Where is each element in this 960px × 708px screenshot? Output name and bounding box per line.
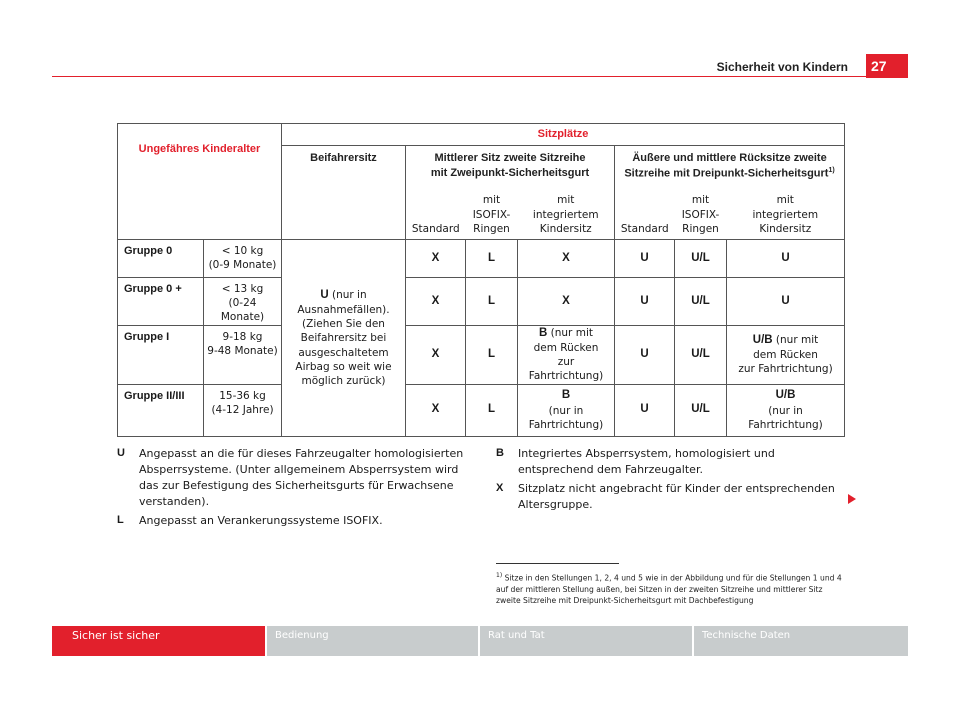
weight-age: 9-18 kg 9-48 Monate)	[204, 325, 282, 384]
cell-middle-standard: X	[406, 240, 466, 278]
weight-age: 15-36 kg (4-12 Jahre)	[204, 384, 282, 436]
cell-outer-isofix: U/L	[675, 278, 727, 326]
footnote-ref: 1)	[828, 166, 835, 174]
cell-middle-isofix: L	[466, 278, 518, 326]
cell-outer-standard: U	[615, 384, 675, 436]
footer-tab-technische-daten[interactable]: Technische Daten	[694, 626, 908, 656]
sub-integrated-outer: mit integriertem Kindersitz	[727, 182, 845, 240]
group-label: Gruppe II/III	[118, 384, 204, 436]
cell-middle-integrated: B (nur mit dem Rücken zur Fahrtrichtung)	[518, 325, 615, 384]
legend-item-b: B Integriertes Absperrsystem, homologisiert und entsprechend dem Fahrzeugalter.	[496, 447, 775, 476]
cell-middle-integrated: X	[518, 240, 615, 278]
cell-outer-isofix: U/L	[675, 325, 727, 384]
cell-middle-standard: X	[406, 325, 466, 384]
header-middle-line2: mit Zweipunkt-Sicherheitsgurt	[430, 166, 590, 179]
cell-outer-standard: U	[615, 240, 675, 278]
child-seat-table	[117, 123, 845, 437]
table-row	[118, 325, 845, 384]
sub-isofix-middle: mit ISOFIX- Ringen	[466, 182, 518, 240]
cell-outer-integrated: U	[727, 240, 845, 278]
footnote-rule	[496, 563, 619, 564]
cell-middle-isofix: L	[466, 240, 518, 278]
sub-integrated-middle: mit integriertem Kindersitz	[518, 182, 615, 240]
legend-left	[117, 446, 472, 532]
sub-standard-outer: Standard	[615, 182, 675, 240]
header-seats: Sitzplätze	[282, 124, 845, 146]
header-child-age: Ungefähres Kinderalter	[118, 124, 282, 240]
group-label: Gruppe I	[118, 325, 204, 384]
header-outer-line1: Äußere und mittlere Rücksitze zweite	[632, 152, 827, 164]
footer-tab-bedienung[interactable]: Bedienung	[267, 626, 478, 656]
cell-outer-standard: U	[615, 278, 675, 326]
header-rule	[52, 76, 866, 77]
weight-age: < 10 kg (0-9 Monate)	[204, 240, 282, 278]
page-number: 27	[866, 54, 908, 78]
footer-nav	[52, 626, 908, 656]
weight-age: < 13 kg (0-24 Monate)	[204, 278, 282, 326]
header-front-seat: Beifahrersitz	[282, 146, 406, 182]
table-row	[118, 278, 845, 326]
sub-standard-middle: Standard	[406, 182, 466, 240]
cell-outer-isofix: U/L	[675, 240, 727, 278]
group-label: Gruppe 0	[118, 240, 204, 278]
legend-item-x: X Sitzplatz nicht angebracht für Kinder der entsprechenden Altersgruppe.	[496, 481, 835, 511]
page-section-title: Sicherheit von Kindern	[716, 60, 848, 74]
sub-isofix-outer: mit ISOFIX- Ringen	[675, 182, 727, 240]
table-row	[118, 240, 845, 278]
cell-middle-standard: X	[406, 384, 466, 436]
cell-middle-isofix: L	[466, 325, 518, 384]
legend-item-u: U Angepasst an die für dieses Fahrzeugalter homologisierten Absperrsysteme. (Unter allgemeinem Absperrsystem wird das zur Befestigung des Sicherheitsgurts für Erwachsene verstanden).	[117, 447, 464, 508]
table-row	[118, 384, 845, 436]
header-outer-line2: Sitzreihe mit Dreipunkt-Sicherheitsgurt$^{1)}$	[624, 166, 835, 180]
front-seat-note: U (nur in Ausnahmefällen). (Ziehen Sie den Beifahrersitz bei ausgeschaltetem Airbag so weit wie möglich zurück)	[282, 240, 406, 437]
group-label: Gruppe 0 +	[118, 278, 204, 326]
cell-outer-integrated: U/B (nur mit dem Rücken zur Fahrtrichtung)	[727, 325, 845, 384]
cell-middle-isofix: L	[466, 384, 518, 436]
front-sub-empty	[282, 182, 406, 240]
header-middle-line1: Mittlerer Sitz zweite Sitzreihe	[434, 152, 586, 164]
footnote: $^{1)}$ Sitze in den Stellungen 1, 2, 4 und 5 wie in der Abbildung und für die Stellungen 1 und 4 auf der mittleren Stellung außen, bei Sitzen in der zweiten Sitzreihe und mittlerer Sitz zweite Sitzreihe mit Dreipunkt-Sicherheitsgurt mit Dachbefestigung	[496, 572, 842, 605]
cell-outer-integrated: U	[727, 278, 845, 326]
cell-middle-integrated: B (nur in Fahrtrichtung)	[518, 384, 615, 436]
cell-outer-integrated: U/B (nur in Fahrtrichtung)	[727, 384, 845, 436]
cell-outer-standard: U	[615, 325, 675, 384]
legend-right	[496, 446, 841, 516]
cell-middle-integrated: X	[518, 278, 615, 326]
header-outer-seats	[615, 146, 845, 182]
footer-tab-rat-und-tat[interactable]: Rat und Tat	[480, 626, 692, 656]
footer-tab-sicher-ist-sicher[interactable]: Sicher ist sicher	[52, 626, 265, 656]
cell-middle-standard: X	[406, 278, 466, 326]
cell-outer-isofix: U/L	[675, 384, 727, 436]
legend-item-l: L Angepasst an Verankerungssysteme ISOFIX.	[117, 513, 383, 527]
continue-arrow-icon	[848, 494, 856, 504]
header-middle-seat	[406, 146, 615, 182]
